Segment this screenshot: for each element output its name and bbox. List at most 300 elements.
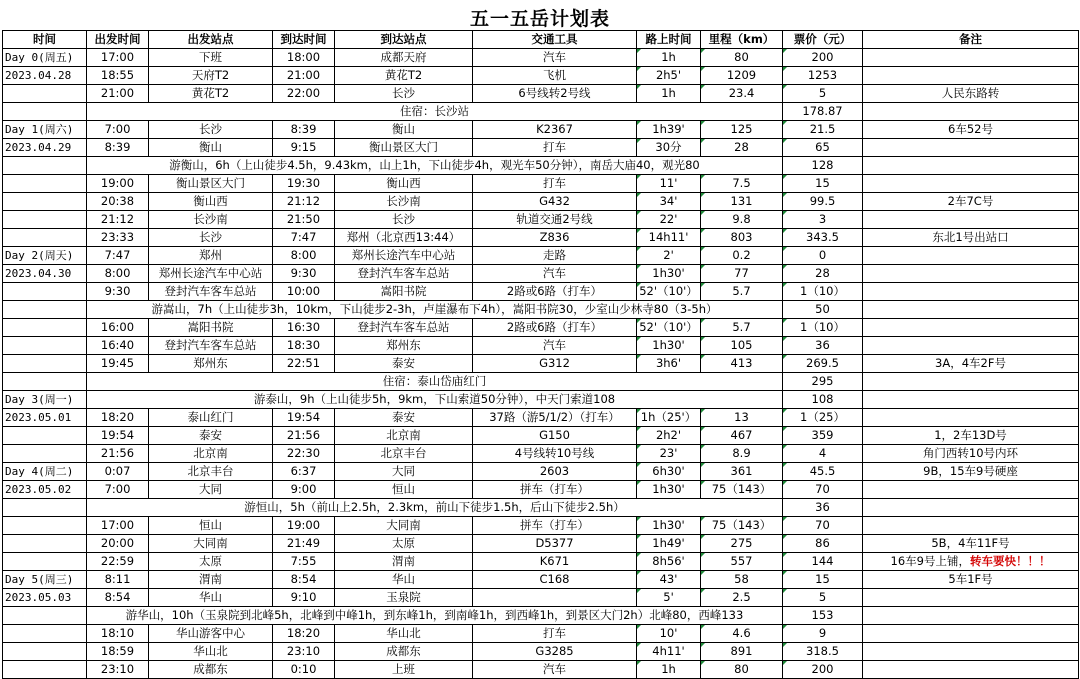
date-cell xyxy=(3,427,87,445)
price-cell: 36 xyxy=(783,499,863,517)
price-cell: 65 xyxy=(783,139,863,157)
transport-cell: C168 xyxy=(473,571,637,589)
date-cell xyxy=(3,229,87,247)
row-label-cell xyxy=(3,607,87,625)
duration-cell: 11' xyxy=(637,175,701,193)
arrive-time-cell: 19:30 xyxy=(273,175,335,193)
transport-cell: Z836 xyxy=(473,229,637,247)
arrive-station-cell: 大同南 xyxy=(335,517,473,535)
date-cell: Day 1(周六) xyxy=(3,121,87,139)
distance-cell: 9.8 xyxy=(701,211,783,229)
duration-cell: 34' xyxy=(637,193,701,211)
arrive-station-cell: 北京丰台 xyxy=(335,445,473,463)
transport-cell: 轨道交通2号线 xyxy=(473,211,637,229)
date-cell: 2023.04.28 xyxy=(3,67,87,85)
depart-time-cell: 8:11 xyxy=(87,571,149,589)
arrive-time-cell: 21:00 xyxy=(273,67,335,85)
transport-cell: G432 xyxy=(473,193,637,211)
transport-cell: G312 xyxy=(473,355,637,373)
duration-cell: 1h30' xyxy=(637,481,701,499)
column-header: 交通工具 xyxy=(473,31,637,49)
note-cell: 东北1号出站口 xyxy=(863,229,1079,247)
merged-summary-cell: 游华山，10h（玉泉院到北峰5h，北峰到中峰1h，到东峰1h，到南峰1h，到西峰1h，到景区大门2h）北峰80，西峰133 xyxy=(87,607,783,625)
arrive-time-cell: 8:39 xyxy=(273,121,335,139)
table-row xyxy=(3,49,1079,67)
note-cell: 人民东路转 xyxy=(863,85,1079,103)
price-cell: 295 xyxy=(783,373,863,391)
date-cell xyxy=(3,85,87,103)
distance-cell: 28 xyxy=(701,139,783,157)
duration-cell: 1h30' xyxy=(637,265,701,283)
date-cell xyxy=(3,625,87,643)
table-row xyxy=(3,139,1079,157)
transport-cell: 37路（游5/1/2）（打车） xyxy=(473,409,637,427)
depart-station-cell: 成都东 xyxy=(149,661,273,679)
transport-cell xyxy=(473,589,637,607)
arrive-time-cell: 21:12 xyxy=(273,193,335,211)
distance-cell: 131 xyxy=(701,193,783,211)
transport-cell: K671 xyxy=(473,553,637,571)
note-cell: 6车52号 xyxy=(863,121,1079,139)
price-cell: 0 xyxy=(783,247,863,265)
table-row xyxy=(3,535,1079,553)
note-cell: 1，2车13D号 xyxy=(863,427,1079,445)
depart-time-cell: 18:55 xyxy=(87,67,149,85)
duration-cell: 1h xyxy=(637,85,701,103)
distance-cell: 77 xyxy=(701,265,783,283)
column-header: 票价（元） xyxy=(783,31,863,49)
arrive-time-cell: 18:30 xyxy=(273,337,335,355)
table-row xyxy=(3,391,1079,409)
note-cell xyxy=(863,67,1079,85)
note-cell xyxy=(863,409,1079,427)
depart-time-cell: 18:20 xyxy=(87,409,149,427)
column-header: 出发时间 xyxy=(87,31,149,49)
date-cell: 2023.04.30 xyxy=(3,265,87,283)
price-cell: 200 xyxy=(783,661,863,679)
transport-cell: 汽车 xyxy=(473,49,637,67)
arrive-time-cell: 21:50 xyxy=(273,211,335,229)
row-label-cell xyxy=(3,499,87,517)
arrive-time-cell: 16:30 xyxy=(273,319,335,337)
arrive-station-cell: 郑州（北京西13:44） xyxy=(335,229,473,247)
depart-station-cell: 北京丰台 xyxy=(149,463,273,481)
date-cell xyxy=(3,661,87,679)
transport-cell: 6号线转2号线 xyxy=(473,85,637,103)
distance-cell: 23.4 xyxy=(701,85,783,103)
transport-cell: 打车 xyxy=(473,175,637,193)
header-row xyxy=(3,31,1079,49)
duration-cell: 2' xyxy=(637,247,701,265)
depart-time-cell: 17:00 xyxy=(87,517,149,535)
distance-cell: 4.6 xyxy=(701,625,783,643)
warning-text: 转车要快！！！ xyxy=(969,554,1051,568)
depart-time-cell: 7:47 xyxy=(87,247,149,265)
arrive-time-cell: 9:00 xyxy=(273,481,335,499)
arrive-station-cell: 衡山西 xyxy=(335,175,473,193)
depart-time-cell: 22:59 xyxy=(87,553,149,571)
depart-time-cell: 0:07 xyxy=(87,463,149,481)
price-cell: 15 xyxy=(783,571,863,589)
distance-cell: 0.2 xyxy=(701,247,783,265)
depart-station-cell: 郑州 xyxy=(149,247,273,265)
distance-cell: 1209 xyxy=(701,67,783,85)
distance-cell: 2.5 xyxy=(701,589,783,607)
duration-cell: 2h5' xyxy=(637,67,701,85)
distance-cell: 275 xyxy=(701,535,783,553)
table-row xyxy=(3,481,1079,499)
merged-summary-cell: 住宿：长沙站 xyxy=(87,103,783,121)
depart-station-cell: 登封汽车客车总站 xyxy=(149,337,273,355)
duration-cell: 1h xyxy=(637,49,701,67)
price-cell: 3 xyxy=(783,211,863,229)
date-cell: 2023.05.02 xyxy=(3,481,87,499)
date-cell xyxy=(3,211,87,229)
transport-cell: D5377 xyxy=(473,535,637,553)
column-header: 到达站点 xyxy=(335,31,473,49)
depart-station-cell: 北京南 xyxy=(149,445,273,463)
arrive-station-cell: 黄花T2 xyxy=(335,67,473,85)
row-label-cell xyxy=(3,373,87,391)
date-cell xyxy=(3,445,87,463)
note-cell xyxy=(863,301,1079,319)
arrive-time-cell: 6:37 xyxy=(273,463,335,481)
distance-cell: 125 xyxy=(701,121,783,139)
arrive-station-cell: 嵩阳书院 xyxy=(335,283,473,301)
row-label-cell xyxy=(3,301,87,319)
date-cell xyxy=(3,517,87,535)
arrive-station-cell: 大同 xyxy=(335,463,473,481)
price-cell: 86 xyxy=(783,535,863,553)
transport-cell: 飞机 xyxy=(473,67,637,85)
note-cell xyxy=(863,211,1079,229)
arrive-station-cell: 太原 xyxy=(335,535,473,553)
price-cell: 1（25） xyxy=(783,409,863,427)
distance-cell: 891 xyxy=(701,643,783,661)
arrive-time-cell: 8:54 xyxy=(273,571,335,589)
note-cell xyxy=(863,283,1079,301)
arrive-station-cell: 长沙 xyxy=(335,85,473,103)
arrive-time-cell: 19:54 xyxy=(273,409,335,427)
arrive-station-cell: 郑州东 xyxy=(335,337,473,355)
depart-station-cell: 渭南 xyxy=(149,571,273,589)
transport-cell: 2603 xyxy=(473,463,637,481)
depart-time-cell: 7:00 xyxy=(87,121,149,139)
table-row xyxy=(3,517,1079,535)
note-cell xyxy=(863,103,1079,121)
distance-cell: 8.9 xyxy=(701,445,783,463)
note-cell xyxy=(863,625,1079,643)
note-cell: 16车9号上铺，转车要快！！！ xyxy=(863,553,1079,571)
price-cell: 128 xyxy=(783,157,863,175)
depart-station-cell: 华山北 xyxy=(149,643,273,661)
price-cell: 1（10） xyxy=(783,319,863,337)
depart-station-cell: 恒山 xyxy=(149,517,273,535)
table-row xyxy=(3,607,1079,625)
price-cell: 1253 xyxy=(783,67,863,85)
arrive-station-cell: 玉泉院 xyxy=(335,589,473,607)
table-row xyxy=(3,121,1079,139)
arrive-station-cell: 上班 xyxy=(335,661,473,679)
transport-cell: 拼车（打车） xyxy=(473,481,637,499)
depart-time-cell: 17:00 xyxy=(87,49,149,67)
table-row xyxy=(3,67,1079,85)
depart-time-cell: 16:40 xyxy=(87,337,149,355)
date-cell xyxy=(3,283,87,301)
depart-station-cell: 衡山景区大门 xyxy=(149,175,273,193)
table-row xyxy=(3,211,1079,229)
depart-time-cell: 8:39 xyxy=(87,139,149,157)
depart-time-cell: 21:56 xyxy=(87,445,149,463)
price-cell: 343.5 xyxy=(783,229,863,247)
column-header: 出发站点 xyxy=(149,31,273,49)
date-cell xyxy=(3,553,87,571)
arrive-time-cell: 7:55 xyxy=(273,553,335,571)
price-cell: 15 xyxy=(783,175,863,193)
arrive-station-cell: 登封汽车客车总站 xyxy=(335,265,473,283)
table-row xyxy=(3,229,1079,247)
table-row xyxy=(3,193,1079,211)
price-cell: 5 xyxy=(783,589,863,607)
arrive-station-cell: 郑州长途汽车中心站 xyxy=(335,247,473,265)
note-cell xyxy=(863,499,1079,517)
table-row xyxy=(3,157,1079,175)
arrive-time-cell: 9:15 xyxy=(273,139,335,157)
depart-station-cell: 长沙南 xyxy=(149,211,273,229)
arrive-time-cell: 23:10 xyxy=(273,643,335,661)
duration-cell: 1h30' xyxy=(637,517,701,535)
depart-time-cell: 21:12 xyxy=(87,211,149,229)
depart-station-cell: 天府T2 xyxy=(149,67,273,85)
distance-cell: 58 xyxy=(701,571,783,589)
note-cell: 角门西转10号内环 xyxy=(863,445,1079,463)
price-cell: 200 xyxy=(783,49,863,67)
arrive-time-cell: 18:00 xyxy=(273,49,335,67)
note-cell: 3A，4车2F号 xyxy=(863,355,1079,373)
distance-cell: 5.7 xyxy=(701,319,783,337)
arrive-station-cell: 登封汽车客车总站 xyxy=(335,319,473,337)
transport-cell: 汽车 xyxy=(473,265,637,283)
depart-station-cell: 黄花T2 xyxy=(149,85,273,103)
date-cell xyxy=(3,355,87,373)
arrive-time-cell: 9:30 xyxy=(273,265,335,283)
distance-cell: 467 xyxy=(701,427,783,445)
price-cell: 99.5 xyxy=(783,193,863,211)
date-cell: Day 5(周三) xyxy=(3,571,87,589)
depart-time-cell: 23:33 xyxy=(87,229,149,247)
arrive-time-cell: 9:10 xyxy=(273,589,335,607)
table-row xyxy=(3,409,1079,427)
price-cell: 36 xyxy=(783,337,863,355)
depart-station-cell: 泰安 xyxy=(149,427,273,445)
arrive-time-cell: 19:00 xyxy=(273,517,335,535)
duration-cell: 1h xyxy=(637,661,701,679)
arrive-station-cell: 衡山 xyxy=(335,121,473,139)
table-row xyxy=(3,445,1079,463)
arrive-time-cell: 10:00 xyxy=(273,283,335,301)
transport-cell: 打车 xyxy=(473,139,637,157)
table-row xyxy=(3,301,1079,319)
duration-cell: 14h11' xyxy=(637,229,701,247)
arrive-time-cell: 21:56 xyxy=(273,427,335,445)
transport-cell: G150 xyxy=(473,427,637,445)
depart-station-cell: 泰山红门 xyxy=(149,409,273,427)
note-cell xyxy=(863,175,1079,193)
distance-cell: 557 xyxy=(701,553,783,571)
depart-station-cell: 登封汽车客车总站 xyxy=(149,283,273,301)
date-cell: Day 0(周五) xyxy=(3,49,87,67)
depart-time-cell: 20:00 xyxy=(87,535,149,553)
merged-summary-cell: 游泰山，9h（上山徒步5h，9km，下山索道50分钟），中天门索道108 xyxy=(87,391,783,409)
date-cell xyxy=(3,337,87,355)
note-cell xyxy=(863,139,1079,157)
depart-station-cell: 嵩阳书院 xyxy=(149,319,273,337)
depart-station-cell: 衡山西 xyxy=(149,193,273,211)
depart-time-cell: 21:00 xyxy=(87,85,149,103)
note-cell xyxy=(863,517,1079,535)
note-cell xyxy=(863,265,1079,283)
date-cell xyxy=(3,319,87,337)
arrive-station-cell: 长沙南 xyxy=(335,193,473,211)
table-row xyxy=(3,247,1079,265)
note-cell xyxy=(863,391,1079,409)
table-row xyxy=(3,643,1079,661)
note-cell xyxy=(863,337,1079,355)
transport-cell: 4号线转10号线 xyxy=(473,445,637,463)
table-row xyxy=(3,355,1079,373)
table-row xyxy=(3,373,1079,391)
duration-cell: 52'（10'） xyxy=(637,319,701,337)
duration-cell: 3h6' xyxy=(637,355,701,373)
price-cell: 5 xyxy=(783,85,863,103)
table-row xyxy=(3,265,1079,283)
transport-cell: 汽车 xyxy=(473,337,637,355)
distance-cell: 75（143） xyxy=(701,481,783,499)
arrive-time-cell: 7:47 xyxy=(273,229,335,247)
duration-cell: 2h2' xyxy=(637,427,701,445)
table-row xyxy=(3,319,1079,337)
depart-time-cell: 19:54 xyxy=(87,427,149,445)
column-header: 备注 xyxy=(863,31,1079,49)
distance-cell: 803 xyxy=(701,229,783,247)
price-cell: 21.5 xyxy=(783,121,863,139)
depart-time-cell: 19:45 xyxy=(87,355,149,373)
price-cell: 318.5 xyxy=(783,643,863,661)
arrive-station-cell: 渭南 xyxy=(335,553,473,571)
price-cell: 45.5 xyxy=(783,463,863,481)
price-cell: 359 xyxy=(783,427,863,445)
arrive-time-cell: 8:00 xyxy=(273,247,335,265)
table-row xyxy=(3,499,1079,517)
duration-cell: 6h30' xyxy=(637,463,701,481)
arrive-time-cell: 21:49 xyxy=(273,535,335,553)
row-label-cell xyxy=(3,103,87,121)
table-row xyxy=(3,103,1079,121)
duration-cell: 1h39' xyxy=(637,121,701,139)
transport-cell: 打车 xyxy=(473,625,637,643)
distance-cell: 75（143） xyxy=(701,517,783,535)
date-cell: 2023.05.03 xyxy=(3,589,87,607)
depart-time-cell: 19:00 xyxy=(87,175,149,193)
depart-station-cell: 长沙 xyxy=(149,229,273,247)
note-cell xyxy=(863,643,1079,661)
price-cell: 153 xyxy=(783,607,863,625)
depart-station-cell: 衡山 xyxy=(149,139,273,157)
distance-cell: 7.5 xyxy=(701,175,783,193)
arrive-station-cell: 泰安 xyxy=(335,409,473,427)
duration-cell: 10' xyxy=(637,625,701,643)
note-cell: 9B，15车9号硬座 xyxy=(863,463,1079,481)
depart-station-cell: 郑州长途汽车中心站 xyxy=(149,265,273,283)
price-cell: 269.5 xyxy=(783,355,863,373)
date-cell: Day 2(周天) xyxy=(3,247,87,265)
merged-summary-cell: 住宿：泰山岱庙红门 xyxy=(87,373,783,391)
distance-cell: 361 xyxy=(701,463,783,481)
distance-cell: 80 xyxy=(701,49,783,67)
price-cell: 70 xyxy=(783,481,863,499)
depart-station-cell: 大同 xyxy=(149,481,273,499)
price-cell: 108 xyxy=(783,391,863,409)
depart-station-cell: 华山 xyxy=(149,589,273,607)
table-row xyxy=(3,571,1079,589)
table-row xyxy=(3,625,1079,643)
depart-time-cell: 7:00 xyxy=(87,481,149,499)
transport-cell: 2路或6路（打车） xyxy=(473,319,637,337)
duration-cell: 1h（25'） xyxy=(637,409,701,427)
arrive-station-cell: 泰安 xyxy=(335,355,473,373)
note-cell xyxy=(863,49,1079,67)
price-cell: 144 xyxy=(783,553,863,571)
table-row xyxy=(3,85,1079,103)
distance-cell: 80 xyxy=(701,661,783,679)
note-cell: 5B，4车11F号 xyxy=(863,535,1079,553)
table-row xyxy=(3,427,1079,445)
depart-station-cell: 长沙 xyxy=(149,121,273,139)
arrive-time-cell: 18:20 xyxy=(273,625,335,643)
depart-time-cell: 9:30 xyxy=(87,283,149,301)
depart-station-cell: 华山游客中心 xyxy=(149,625,273,643)
arrive-time-cell: 0:10 xyxy=(273,661,335,679)
distance-cell: 413 xyxy=(701,355,783,373)
price-cell: 1（10） xyxy=(783,283,863,301)
distance-cell: 13 xyxy=(701,409,783,427)
row-label-cell xyxy=(3,157,87,175)
duration-cell: 43' xyxy=(637,571,701,589)
date-cell: 2023.04.29 xyxy=(3,139,87,157)
date-cell xyxy=(3,643,87,661)
schedule-table xyxy=(2,30,1079,679)
transport-cell: G3285 xyxy=(473,643,637,661)
note-cell xyxy=(863,481,1079,499)
distance-cell: 5.7 xyxy=(701,283,783,301)
arrive-station-cell: 成都天府 xyxy=(335,49,473,67)
arrive-station-cell: 成都东 xyxy=(335,643,473,661)
arrive-station-cell: 北京南 xyxy=(335,427,473,445)
depart-station-cell: 大同南 xyxy=(149,535,273,553)
duration-cell: 1h30' xyxy=(637,337,701,355)
transport-cell: 汽车 xyxy=(473,661,637,679)
sheet-title: 五一五岳计划表 xyxy=(469,8,610,30)
price-cell: 4 xyxy=(783,445,863,463)
price-cell: 9 xyxy=(783,625,863,643)
note-cell xyxy=(863,661,1079,679)
price-cell: 178.87 xyxy=(783,103,863,121)
depart-time-cell: 16:00 xyxy=(87,319,149,337)
table-row xyxy=(3,463,1079,481)
note-cell xyxy=(863,589,1079,607)
arrive-time-cell: 22:00 xyxy=(273,85,335,103)
date-cell xyxy=(3,193,87,211)
